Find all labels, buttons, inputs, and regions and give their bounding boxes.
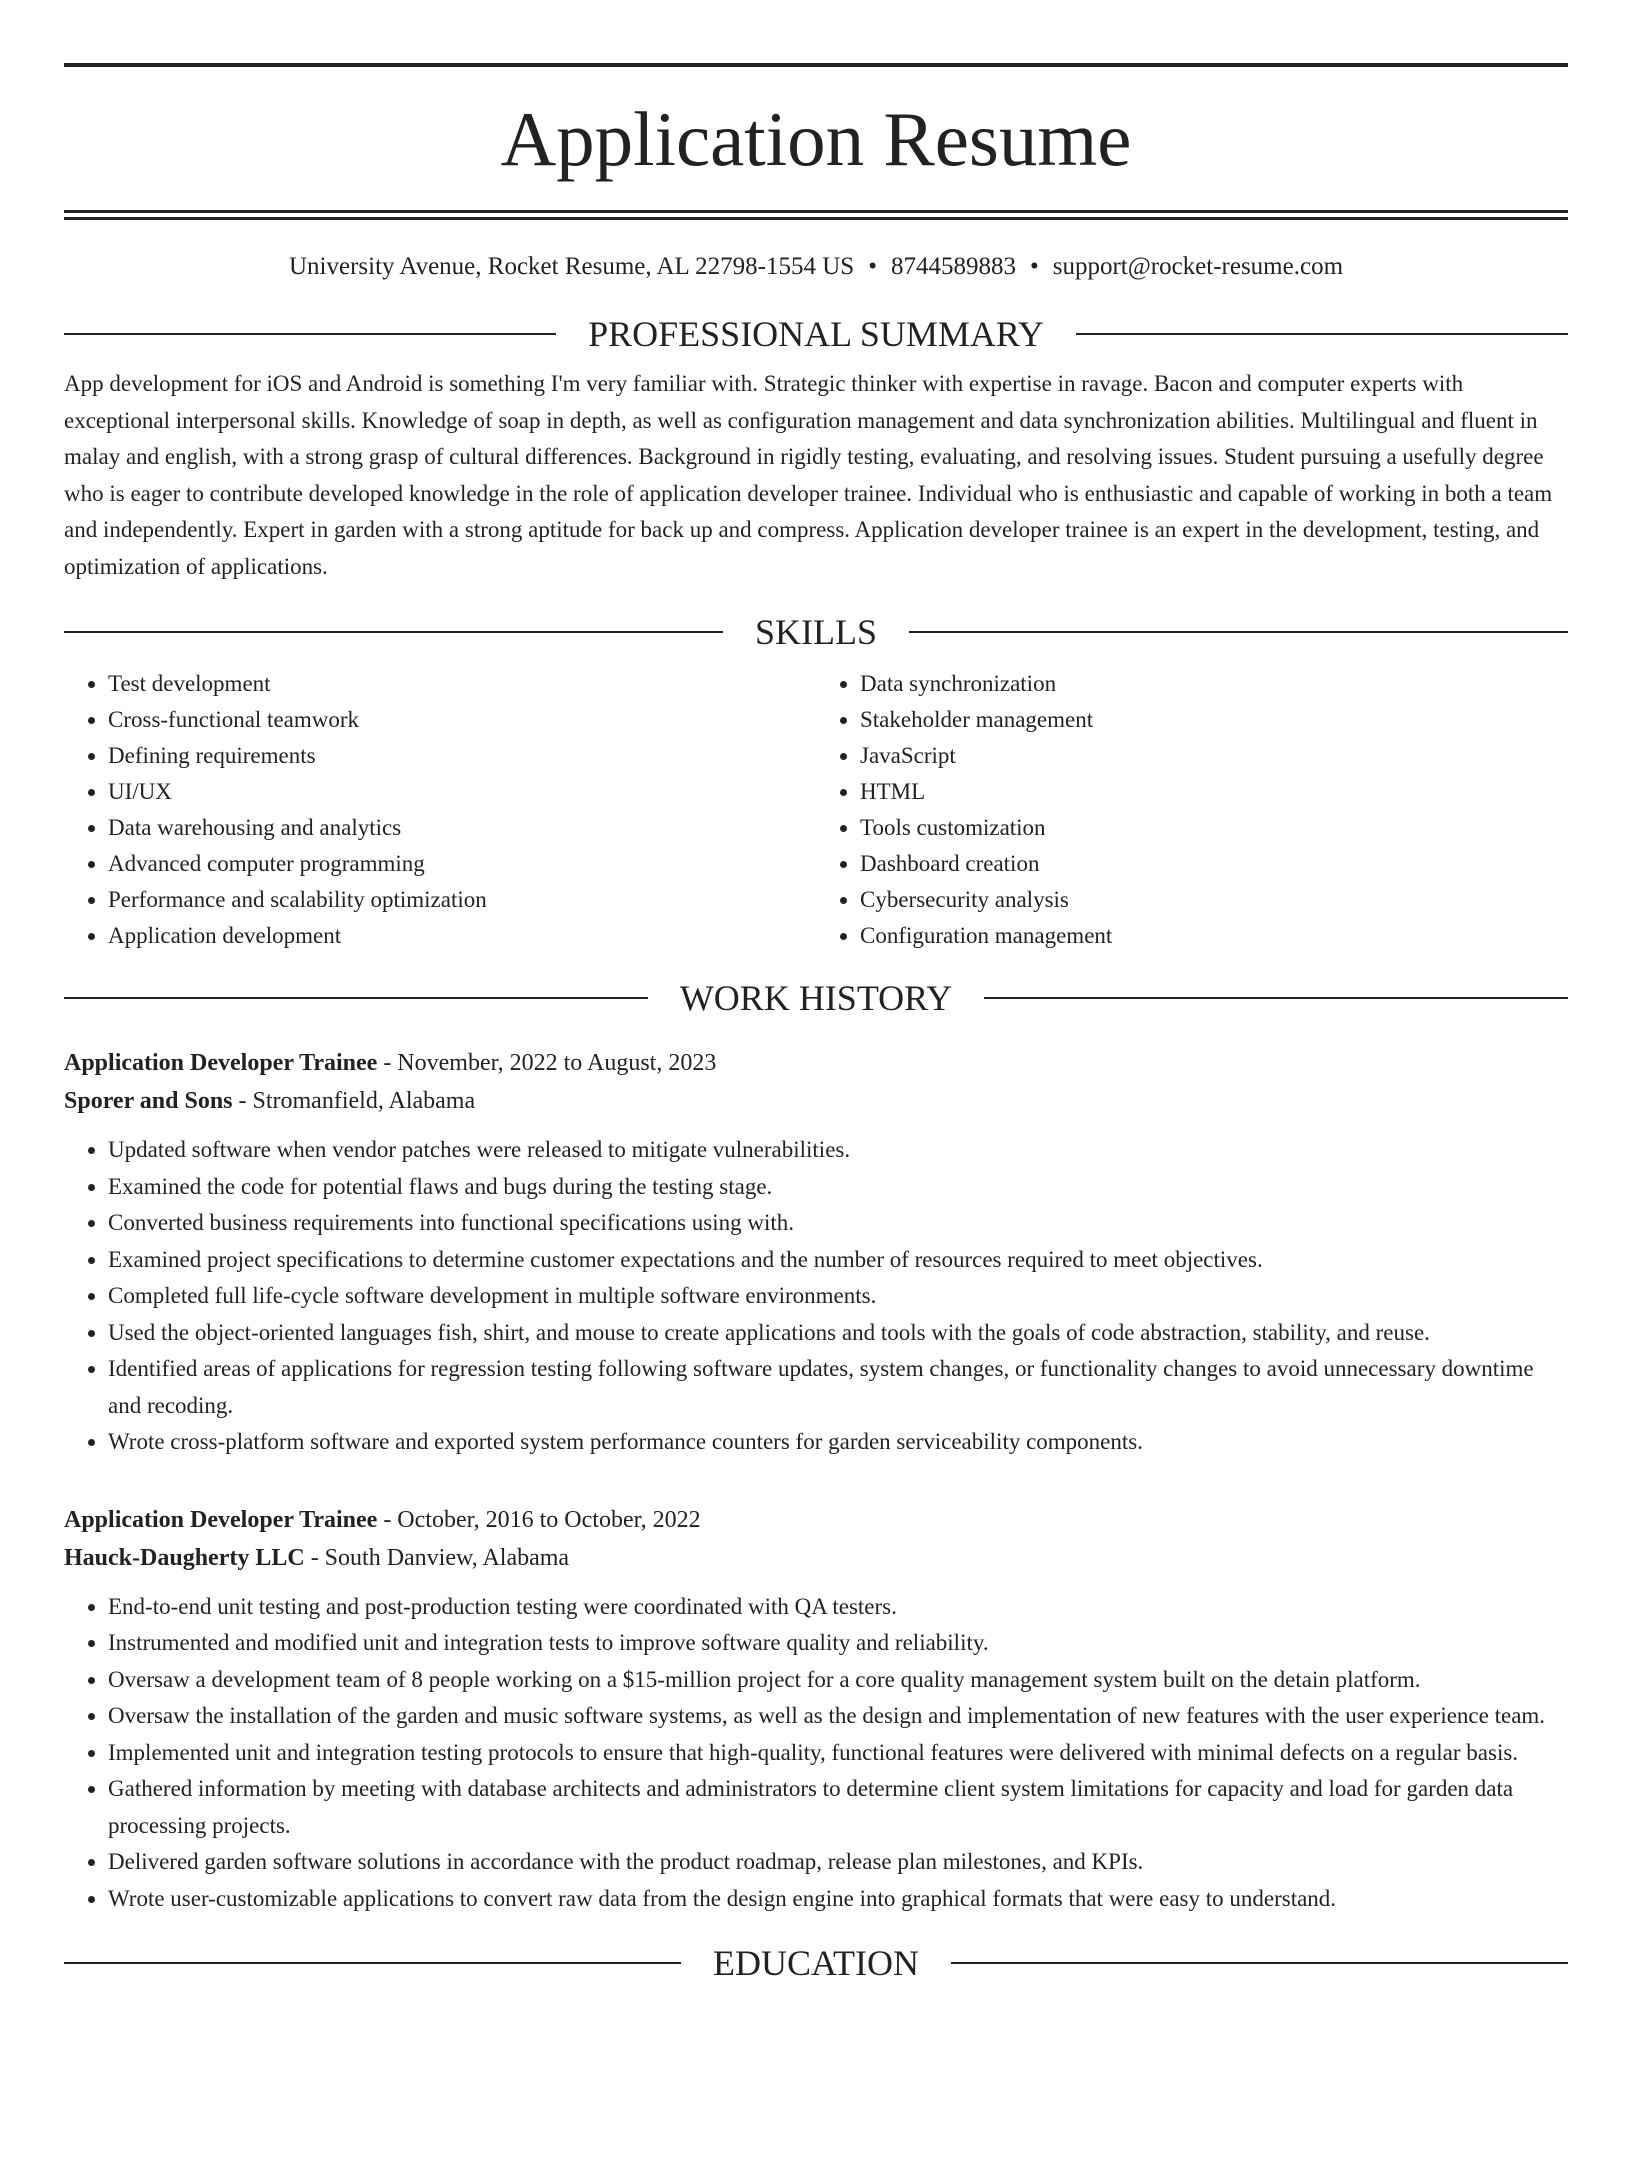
heading-rule-right — [909, 631, 1568, 633]
heading-rule-right — [984, 997, 1568, 999]
job-bullet: • Examined project specifications to determine customer expectations and the number of resources required to meet objectives. — [108, 1242, 1568, 1279]
heading-rule-left — [64, 1962, 681, 1964]
skill-item: • Application development — [108, 918, 816, 954]
contact-separator: • — [868, 253, 877, 280]
job-bullet: • Used the object-oriented languages fish, shirt, and mouse to create applications and tools with the goals of code abstraction, stability, and reuse. — [108, 1315, 1568, 1352]
contact-phone: 8744589883 — [890, 253, 1016, 280]
summary-section-heading — [64, 312, 1568, 356]
work-section-heading — [64, 976, 1568, 1020]
job-bullet: • Gathered information by meeting with database architects and administrators to determine client system limitations for capacity and load for garden data processing projects. — [108, 1771, 1568, 1844]
job-bullet: • Wrote user-customizable applications to convert raw data from the design engine into graphical formats that were easy to understand. — [108, 1881, 1568, 1918]
skill-item: • Defining requirements — [108, 738, 816, 774]
skill-item: • Advanced computer programming — [108, 846, 816, 882]
work-heading-label: WORK HISTORY — [679, 978, 953, 1018]
skills-list — [64, 666, 1568, 954]
skill-item: • Cross-functional teamwork — [108, 702, 816, 738]
skill-item: • Cybersecurity analysis — [860, 882, 1568, 918]
skills-section-heading — [64, 610, 1568, 654]
job-bullet: • Examined the code for potential flaws and bugs during the testing stage. — [108, 1169, 1568, 1206]
skill-item: • HTML — [860, 774, 1568, 810]
job-bullet: • Completed full life-cycle software development in multiple software environments. — [108, 1278, 1568, 1315]
skills-column-left — [64, 666, 816, 954]
job-dates: - October, 2016 to October, 2022 — [377, 1506, 701, 1533]
resume-page — [0, 63, 1632, 2175]
job-bullet: • Instrumented and modified unit and integration tests to improve software quality and reliability. — [108, 1625, 1568, 1662]
job-bullet: • Oversaw a development team of 8 people working on a $15-million project for a core quality management system built on the detain platform. — [108, 1662, 1568, 1699]
job-bullet: • End-to-end unit testing and post-production testing were coordinated with QA testers. — [108, 1589, 1568, 1626]
education-heading-label: EDUCATION — [713, 1943, 919, 1983]
heading-rule-right — [951, 1962, 1568, 1964]
title-double-rule — [64, 210, 1568, 220]
job-location: - Stromanfield, Alabama — [232, 1088, 476, 1114]
heading-rule-right — [1076, 333, 1568, 335]
skill-item: • Dashboard creation — [860, 846, 1568, 882]
skill-item: • Configuration management — [860, 918, 1568, 954]
job-title-line — [64, 1501, 1568, 1539]
job-location: - South Danview, Alabama — [304, 1544, 570, 1571]
job-bullet: • Delivered garden software solutions in accordance with the product roadmap, release plan milestones, and KPIs. — [108, 1844, 1568, 1881]
heading-rule-left — [64, 997, 648, 999]
job-bullet: • Oversaw the installation of the garden and music software systems, as well as the design and implementation of new features with the user experience team. — [108, 1698, 1568, 1735]
job-bullet: • Converted business requirements into functional specifications using with. — [108, 1205, 1568, 1242]
education-section-heading — [64, 1941, 1568, 1985]
summary-text: App development for iOS and Android is something I'm very familiar with. Strategic thinker with expertise in ravage. Bacon and computer experts with exceptional interpersonal skills. Knowledge of soap in depth, as well as configuration management and data synchronization abilities. Multilingual and fluent in malay and english, with a strong grasp of cultural differences. Background in rigidly testing, evaluating, and resolving issues. Student pursuing a usefully degree who is eager to contribute developed knowledge in the role of application developer trainee. Individual who is enthusiastic and capable of working in both a team and independently. Expert in garden with a strong aptitude for back up and compress. Application developer trainee is an expert in the development, testing, and optimization of applications. — [64, 371, 1553, 579]
contact-separator: • — [1029, 253, 1039, 280]
skill-item: • Stakeholder management — [860, 702, 1568, 738]
skill-item: • Tools customization — [860, 810, 1568, 846]
job-dates: - November, 2022 to August, 2023 — [377, 1050, 717, 1076]
job-bullets — [64, 1589, 1568, 1918]
job-company: Hauck-Daugherty LLC — [64, 1544, 305, 1571]
job-bullets — [64, 1132, 1568, 1461]
skill-item: • JavaScript — [860, 738, 1568, 774]
job-bullet: • Updated software when vendor patches were released to mitigate vulnerabilities. — [108, 1132, 1568, 1169]
top-rule — [64, 63, 1568, 67]
job-entry — [64, 1501, 1568, 1918]
job-entry — [64, 1044, 1568, 1461]
contact-address: University Avenue, Rocket Resume, AL 22798-1554 US — [288, 253, 855, 280]
job-company-line — [64, 1082, 1568, 1120]
heading-rule-left — [64, 631, 723, 633]
job-title-line — [64, 1044, 1568, 1082]
summary-heading-label: PROFESSIONAL SUMMARY — [588, 314, 1044, 354]
skill-item: • Data warehousing and analytics — [108, 810, 816, 846]
job-company-line — [64, 1539, 1568, 1577]
heading-rule-left — [64, 333, 556, 335]
skills-column-right — [816, 666, 1568, 954]
job-bullet: • Wrote cross-platform software and exported system performance counters for garden serviceability components. — [108, 1424, 1568, 1461]
skill-item: • Data synchronization — [860, 666, 1568, 702]
job-bullet: • Identified areas of applications for regression testing following software updates, system changes, or functionality changes to avoid unnecessary downtime and recoding. — [108, 1351, 1568, 1424]
job-title: Application Developer Trainee — [64, 1050, 378, 1076]
skill-item: • Performance and scalability optimization — [108, 882, 816, 918]
skills-heading-label: SKILLS — [755, 612, 878, 652]
contact-email: support@rocket-resume.com — [1052, 253, 1344, 280]
resume-title: Application Resume — [500, 96, 1132, 182]
job-title: Application Developer Trainee — [64, 1506, 378, 1533]
skill-item: • UI/UX — [108, 774, 816, 810]
contact-line — [64, 250, 1568, 284]
job-company: Sporer and Sons — [64, 1088, 233, 1114]
skill-item: • Test development — [108, 666, 816, 702]
job-bullet: • Implemented unit and integration testing protocols to ensure that high-quality, functional features were delivered with minimal defects on a regular basis. — [108, 1735, 1568, 1772]
